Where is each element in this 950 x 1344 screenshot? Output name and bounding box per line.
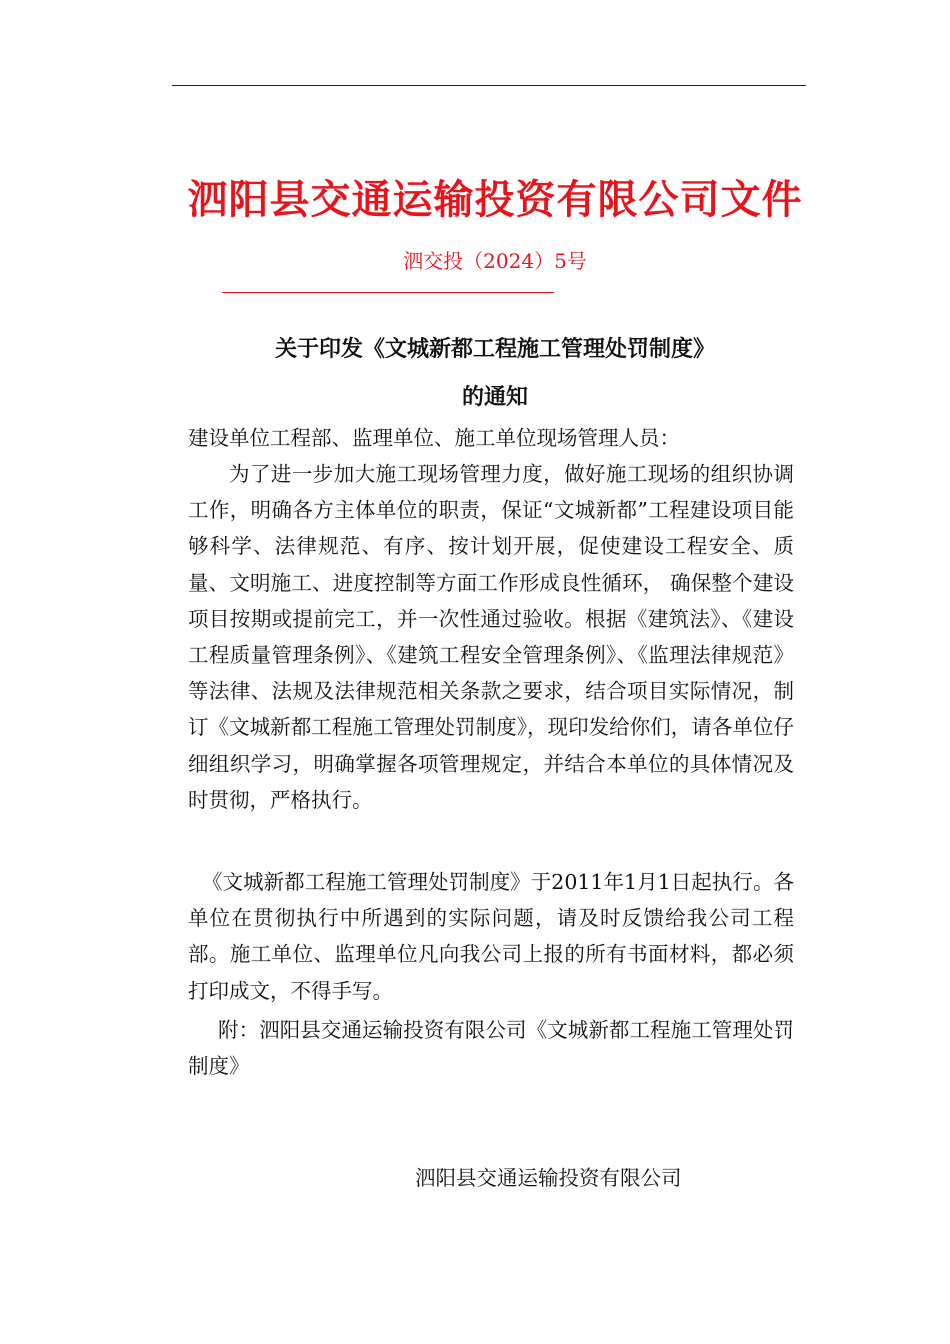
body-paragraph-1: 为了进一步加大施工现场管理力度，做好施工现场的组织协调工作，明确各方主体单位的职责，保证“文城新都”工程建设项目能够科学、法律规范、有序、按计划开展，促使建设工程安全、质量、文明施工、进度控制等方面工作形成良性循环， 确保整个建设项目按期或提前完工，并一次性通过验收。根据《建筑法》、《建设工程质量管理条例》、《建筑工程安全管理条例》、《监理法律规范》等法律、法规及法律规范相关条款之要求，结合项目实际情况，制订《文城新都工程施工管理处罚制度》，现印发给你们，请各单位仔细组织学习，明确掌握各项管理规定，并结合本单位的具体情况及时贯彻，严格执行。	[188, 462, 794, 812]
document-number: 泗交投（2024）5号	[403, 249, 587, 273]
red-divider	[222, 292, 554, 293]
notice-title-line1: 关于印发《文城新都工程施工管理处罚制度》	[274, 337, 715, 362]
top-divider	[172, 85, 806, 86]
document-header-title: 泗阳县交通运输投资有限公司文件	[187, 177, 803, 223]
signature-organization: 泗阳县交通运输投资有限公司	[415, 1166, 682, 1190]
body-paragraph-2: 《文城新都工程施工管理处罚制度》于2011年1月1日起执行。各单位在贯彻执行中所遇到的实际问题，请及时反馈给我公司工程部。施工单位、监理单位凡向我公司上报的所有书面材料，都必须打印成文，不得手写。	[188, 870, 794, 1003]
addressee-line: 建设单位工程部、监理单位、施工单位现场管理人员：	[188, 426, 680, 450]
notice-title-line2: 的通知	[461, 385, 528, 410]
attachment-note: 附：泗阳县交通运输投资有限公司《文城新都工程施工管理处罚制度》	[188, 1018, 794, 1079]
